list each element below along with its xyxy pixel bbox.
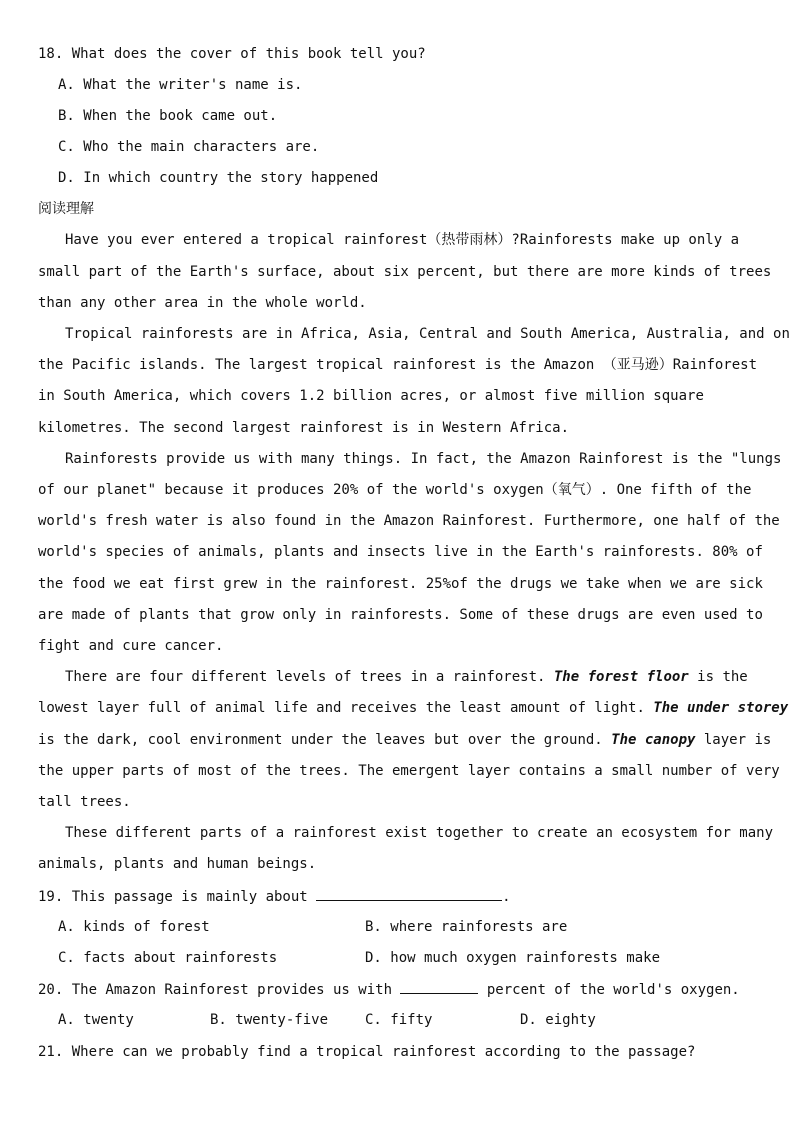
passage-line: the upper parts of most of the trees. The emergent layer contains a small number of very bbox=[38, 763, 780, 779]
passage-line bbox=[38, 730, 771, 750]
question-20-option-a: A. twenty bbox=[58, 1012, 134, 1028]
question-18-option-b: B. When the book came out. bbox=[58, 108, 278, 124]
passage-line: tall trees. bbox=[38, 794, 131, 810]
section-heading: 阅读理解 bbox=[38, 201, 94, 217]
passage-line: animals, plants and human beings. bbox=[38, 856, 317, 872]
question-20-stem bbox=[38, 979, 740, 999]
term-canopy: The canopy bbox=[611, 732, 696, 748]
passage-line: small part of the Earth's surface, about six percent, but there are more kinds of trees bbox=[38, 264, 772, 280]
passage-line: in South America, which covers 1.2 billion acres, or almost five million square bbox=[38, 388, 704, 404]
term-under-storey: The under storey bbox=[653, 700, 789, 716]
question-18-option-d: D. In which country the story happened bbox=[58, 170, 379, 186]
question-text: percent of the world's oxygen. bbox=[478, 982, 740, 998]
passage-text: is the dark, cool environment under the leaves but over the ground. bbox=[38, 732, 612, 748]
passage-line bbox=[38, 698, 788, 718]
passage-text: There are four different levels of trees in a rainforest. bbox=[65, 669, 554, 685]
passage-line: These different parts of a rainforest exist together to create an ecosystem for many bbox=[65, 825, 774, 841]
passage-line: are made of plants that grow only in rainforests. Some of these drugs are even used to bbox=[38, 607, 763, 623]
question-20-option-b: B. twenty-five bbox=[210, 1012, 329, 1028]
passage-text: layer is bbox=[695, 732, 772, 748]
question-19-stem bbox=[38, 886, 511, 906]
passage-text: lowest layer full of animal life and receives the least amount of light. bbox=[38, 700, 654, 716]
question-19-option-b: B. where rainforests are bbox=[365, 919, 568, 935]
question-19-option-a: A. kinds of forest bbox=[58, 919, 210, 935]
question-18-option-c: C. Who the main characters are. bbox=[58, 139, 320, 155]
passage-line: fight and cure cancer. bbox=[38, 638, 224, 654]
answer-blank[interactable] bbox=[316, 886, 502, 901]
passage-line: Tropical rainforests are in Africa, Asia, Central and South America, Australia, and on bbox=[65, 326, 790, 342]
passage-line: world's fresh water is also found in the Amazon Rainforest. Furthermore, one half of the bbox=[38, 513, 780, 529]
question-text: . bbox=[502, 889, 511, 905]
answer-blank[interactable] bbox=[400, 979, 478, 994]
passage-line: Rainforests provide us with many things. In fact, the Amazon Rainforest is the "lungs bbox=[65, 451, 782, 467]
question-18-option-a: A. What the writer's name is. bbox=[58, 77, 303, 93]
question-19-option-c: C. facts about rainforests bbox=[58, 950, 278, 966]
passage-line: Have you ever entered a tropical rainforest（热带雨林）?Rainforests make up only a bbox=[65, 232, 740, 248]
question-text: 20. The Amazon Rainforest provides us with bbox=[38, 982, 401, 998]
question-18-stem: 18. What does the cover of this book tell you? bbox=[38, 46, 426, 62]
passage-line: than any other area in the whole world. bbox=[38, 295, 367, 311]
passage-text: is the bbox=[688, 669, 748, 685]
question-20-option-d: D. eighty bbox=[520, 1012, 596, 1028]
question-20-option-c: C. fifty bbox=[365, 1012, 433, 1028]
passage-line: of our planet" because it produces 20% of the world's oxygen（氧气）. One fifth of the bbox=[38, 482, 752, 498]
passage-line: the food we eat first grew in the rainforest. 25%of the drugs we take when we are sick bbox=[38, 576, 763, 592]
question-text: 19. This passage is mainly about bbox=[38, 889, 317, 905]
passage-line: the Pacific islands. The largest tropical rainforest is the Amazon （亚马逊）Rainforest bbox=[38, 357, 758, 373]
passage-line: kilometres. The second largest rainforest is in Western Africa. bbox=[38, 420, 570, 436]
term-forest-floor: The forest floor bbox=[553, 669, 689, 685]
passage-line bbox=[65, 667, 748, 687]
question-19-option-d: D. how much oxygen rainforests make bbox=[365, 950, 661, 966]
question-21-stem: 21. Where can we probably find a tropical rainforest according to the passage? bbox=[38, 1044, 696, 1060]
passage-line: world's species of animals, plants and insects live in the Earth's rainforests. 80% of bbox=[38, 544, 763, 560]
